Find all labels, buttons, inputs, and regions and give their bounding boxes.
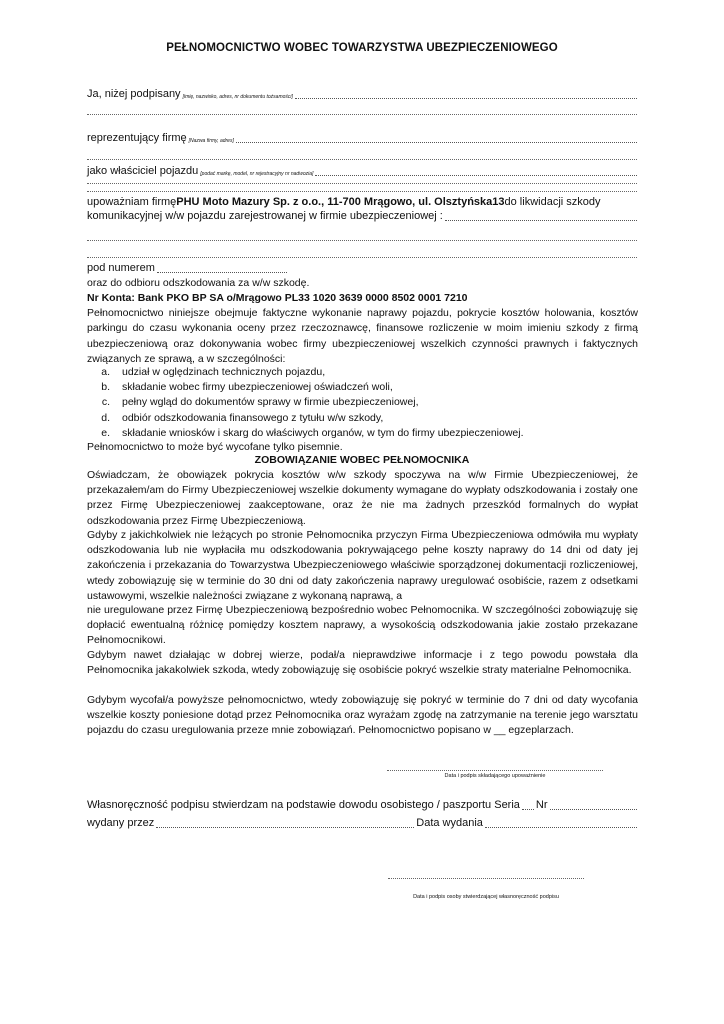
company-field-continuation[interactable]	[87, 159, 637, 160]
company-field[interactable]	[236, 142, 637, 143]
claim-number-label: pod numerem	[87, 262, 155, 274]
authorize-line	[87, 196, 637, 209]
list-item-letter: b.	[101, 381, 110, 394]
signature-caption-1: Data i podpis składającego upoważnienie	[444, 773, 546, 779]
list-item-letter: e.	[101, 426, 110, 439]
obligation-paragraph-4: Gdybym wycofał/a powyższe pełnomocnictwo, wtedy zobowiązuję się pokryć w terminie do 7 dni od daty wycofania wszelkie koszty poniesione dotąd przez Pełnomocnika oraz wyrażam zgodę na zatrzymanie na terenie jego warsztatu pojazdu do czasu uregulowania przeze mnie zobowiązań. Pełnomocnictwo popisano w __ egzeplarzach.	[87, 694, 638, 737]
issue-date-field[interactable]	[485, 827, 637, 828]
signature-caption-2: Data i podpis osoby stwierdzającej własnoręczność podpisu	[413, 894, 559, 900]
claim-number-line	[87, 262, 287, 275]
list-item	[87, 395, 638, 410]
vehicle-field-continuation-1[interactable]	[87, 183, 637, 184]
signer-line	[87, 88, 637, 101]
list-item-text: składanie wniosków i skarg do właściwych organów, w tym do firmy ubezpieczeniowej.	[122, 426, 524, 439]
vehicle-line	[87, 165, 637, 178]
signer-hint: [imię, nazwisko, adres, nr dokumentu tożsamości]	[182, 94, 293, 100]
obligation-paragraph-2a: Gdyby z jakichkolwiek nie leżących po stronie Pełnomocnika przyczyn Firma Ubezpieczeniowa odmówiła mu wypłaty odszkodowania lub nie wypłaciła mu odszkodowania pokrywającego pełne koszty naprawy do 14 dni od daty jej zakończenia i przekazania do Towarzystwa Ubezpieczeniowego właściwie sporządzonej dokumentacji rozliczeniowej, wtedy zobowiązuję się w terminie do 30 dni od daty zakończenia naprawy uregulować osobiście, razem z odsetkami ustawowymi, wszelkie należności związane z wykonaną naprawą, a	[87, 529, 638, 602]
id-series-field[interactable]	[522, 809, 534, 810]
insurer-field[interactable]	[445, 220, 637, 221]
scope-paragraph: Pełnomocnictwo niniejsze obejmuje faktyczne wykonanie naprawy pojazdu, pokrycie kosztów holowania, kosztów parkingu do czasu wykonania oceny przez rzeczoznawcę, finansowe rozliczenie w moim imieniu szkody z firmą ubezpieczeniową oraz dokonywania wobec firmy ubezpieczeniowej wszelkich czynności prawnych i faktycznych związanych ze sprawą, a w szczególności:	[87, 307, 638, 365]
list-item-text: pełny wgląd do dokumentów sprawy w firmie ubezpieczeniowej,	[122, 396, 419, 409]
id-number-field[interactable]	[550, 809, 637, 810]
obligation-paragraph-2b: nie uregulowane przez Firmę Ubezpieczeniową bezpośrednio wobec Pełnomocnika. W szczególności zobowiązuję się dopłacić ewentualną różnicę pomiędzy kosztem naprawy, a wysokością odszkodowania jakie zostało przekazane Pełnomocnikowi.	[87, 604, 638, 647]
powers-list	[87, 365, 638, 441]
list-item-text: składanie wobec firmy ubezpieczeniowej oświadczeń woli,	[122, 381, 393, 394]
claim-number-field[interactable]	[157, 272, 287, 273]
verify-line-1	[87, 799, 637, 812]
company-label: reprezentujący firmę	[87, 132, 187, 144]
list-item-letter: a.	[101, 366, 110, 378]
authorize-prefix: upoważniam firmę	[87, 196, 177, 208]
authorize-suffix: do likwidacji szkody	[504, 196, 601, 208]
list-item-text: odbiór odszkodowania finansowego z tytułu w/w szkody,	[122, 411, 384, 424]
vehicle-field[interactable]	[315, 175, 637, 176]
issued-by-label: wydany przez	[87, 817, 155, 829]
list-item-letter: d.	[101, 411, 110, 424]
signature-field-1[interactable]	[387, 770, 603, 771]
authorized-company: PHU Moto Mazury Sp. z o.o., 11-700 Mrągowo, ul. Olsztyńska13	[176, 196, 505, 208]
verify-text: Własnoręczność podpisu stwierdzam na podstawie dowodu osobistego / paszportu Seria	[87, 799, 520, 811]
company-hint: [Nazwa firmy, adres]	[188, 138, 234, 144]
vehicle-field-continuation-2[interactable]	[87, 191, 637, 192]
bank-account: Nr Konta: Bank PKO BP SA o/Mrągowo PL33 1020 3639 0000 8502 0001 7210	[87, 292, 468, 304]
obligation-heading: ZOBOWIĄZANIE WOBEC PEŁNOMOCNIKA	[254, 454, 470, 466]
authorize-line-2	[87, 210, 637, 223]
insurer-field-continuation-1[interactable]	[87, 240, 637, 241]
list-item	[87, 380, 638, 395]
vehicle-hint: [podać markę, model, nr rejestracyjny nr nadwozia]	[200, 171, 314, 177]
list-item	[87, 426, 638, 441]
document-title: PEŁNOMOCNICTWO WOBEC TOWARZYSTWA UBEZPIECZENIOWEGO	[166, 42, 558, 54]
issue-date-label: Data wydania	[416, 817, 483, 829]
list-item	[87, 411, 638, 426]
list-item-letter: c.	[101, 396, 110, 409]
obligation-paragraph-3: Gdybym nawet działając w dobrej wierze, podał/a nieprawdziwe informacje i z tego powodu powstała dla Pełnomocnika jakakolwiek szkoda, wtedy zobowiązuję się osobiście pokryć wszelkie straty materialne Pełnomocnika.	[87, 649, 638, 677]
insurer-field-continuation-2[interactable]	[87, 257, 637, 258]
signer-field[interactable]	[295, 98, 637, 99]
vehicle-label: jako właściciel pojazdu	[87, 165, 199, 177]
list-item-text: udział w oględzinach technicznych pojazdu,	[122, 366, 326, 378]
signature-field-2[interactable]	[388, 878, 584, 879]
list-item	[87, 365, 638, 380]
receive-text: oraz do odbioru odszkodowania za w/w szkodę.	[87, 277, 310, 289]
issued-by-field[interactable]	[156, 827, 414, 828]
id-number-label: Nr	[535, 799, 548, 811]
obligation-paragraph-1: Oświadczam, że obowiązek pokrycia kosztów w/w szkody spoczywa na w/w Firmie Ubezpieczeniowej, że przekazałem/am do Firmy Ubezpieczeniowej wszelkie dokumenty wymagane do wypłaty odszkodowania i zostały one przez Firmę Ubezpieczeniowej zaakceptowane, oraz że nie ma żadnych przeszkód formalnych do wypłat odszkodowania przez Firmę Ubezpieczeniową.	[87, 469, 638, 527]
verify-line-2	[87, 817, 637, 830]
company-line	[87, 132, 637, 145]
signer-label: Ja, niżej podpisany	[87, 88, 181, 100]
revoke-text: Pełnomocnictwo to może być wycofane tylko pisemnie.	[87, 441, 343, 453]
authorize-line2-text: komunikacyjnej w/w pojazdu zarejestrowanej w firmie ubezpieczeniowej :	[87, 210, 443, 222]
signer-field-continuation[interactable]	[87, 114, 637, 115]
